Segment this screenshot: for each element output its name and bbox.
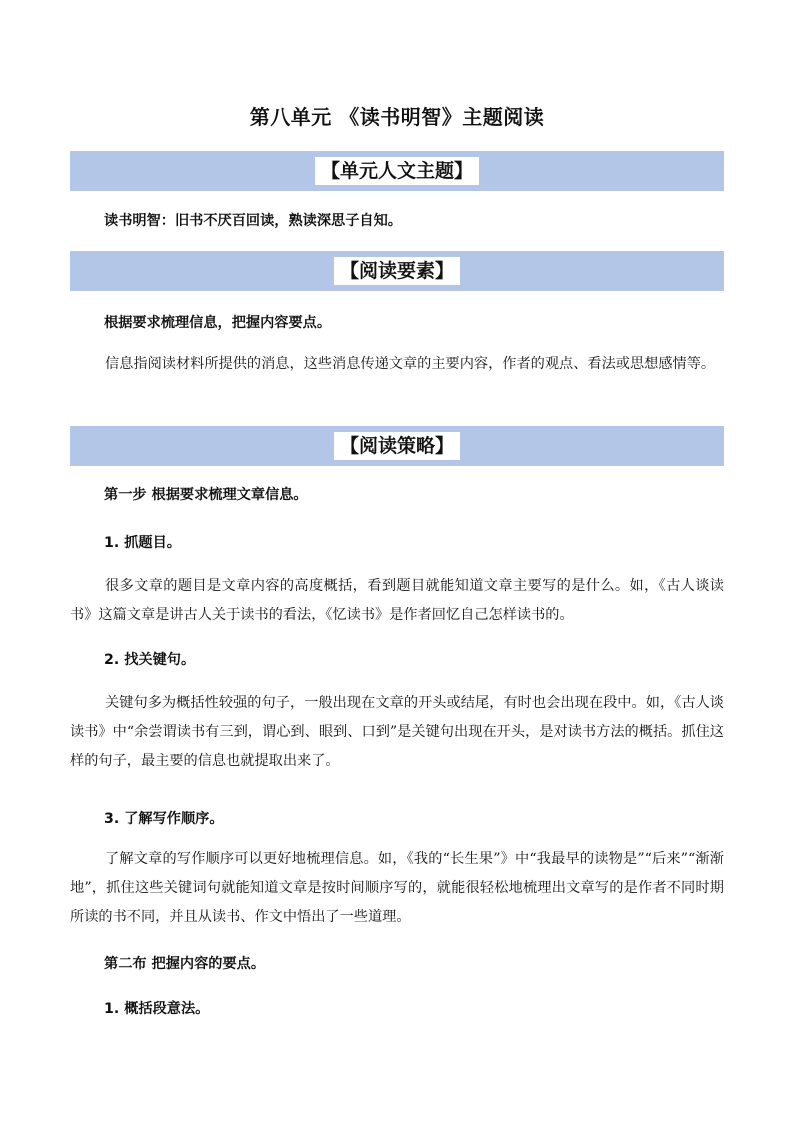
elements-paragraph: 信息指阅读材料所提供的消息，这些消息传递文章的主要内容，作者的观点、看法或思想感情等。 (105, 356, 716, 372)
item3-title: 3. 了解写作顺序。 (104, 811, 224, 827)
item3-text: 了解文章的写作顺序可以更好地梳理信息。如，《我的“长生果”》中“我最早的读物是”“后来”“渐渐地”，抓住这些关键词句就能知道文章是按时间顺序写的，就能很轻松地梳理出文章写的是作者不同时期所读的书不同，并且从读书、作文中悟出了一些道理。 (70, 851, 724, 925)
theme-content: 读书明智：旧书不厌百回读，熟读深思子自知。 (104, 213, 402, 229)
strategy-step1: 第一步 根据要求梳理文章信息。 (104, 487, 308, 503)
item4-title: 1. 概括段意法。 (104, 1001, 210, 1017)
theme-section-band (70, 151, 724, 191)
item1-title: 1. 抓题目。 (104, 535, 181, 551)
item1-text: 很多文章的题目是文章内容的高度概括，看到题目就能知道文章主要写的是什么。如，《古人谈读书》这篇文章是讲古人关于读书的看法，《忆读书》是作者回忆自己怎样读书的。 (70, 578, 724, 623)
elements-section-band (70, 251, 724, 291)
elements-section-header: 【阅读要素】 (334, 257, 460, 285)
item2-text: 关键句多为概括性较强的句子，一般出现在文章的开头或结尾，有时也会出现在段中。如，《古人谈读书》中“余尝谓读书有三到，谓心到、眼到、口到”是关键句出现在开头，是对读书方法的概括。抓住这样的句子，最主要的信息也就提取出来了。 (70, 695, 724, 769)
elements-subheading: 根据要求梳理信息，把握内容要点。 (104, 315, 332, 331)
strategy-section-band (70, 426, 724, 466)
strategy-section-header: 【阅读策略】 (334, 432, 460, 460)
theme-section-header: 【单元人文主题】 (315, 157, 479, 185)
item2-title: 2. 找关键句。 (104, 652, 196, 668)
strategy-step2: 第二布 把握内容的要点。 (104, 956, 266, 972)
page-title: 第八单元 《读书明智》主题阅读 (249, 105, 545, 129)
